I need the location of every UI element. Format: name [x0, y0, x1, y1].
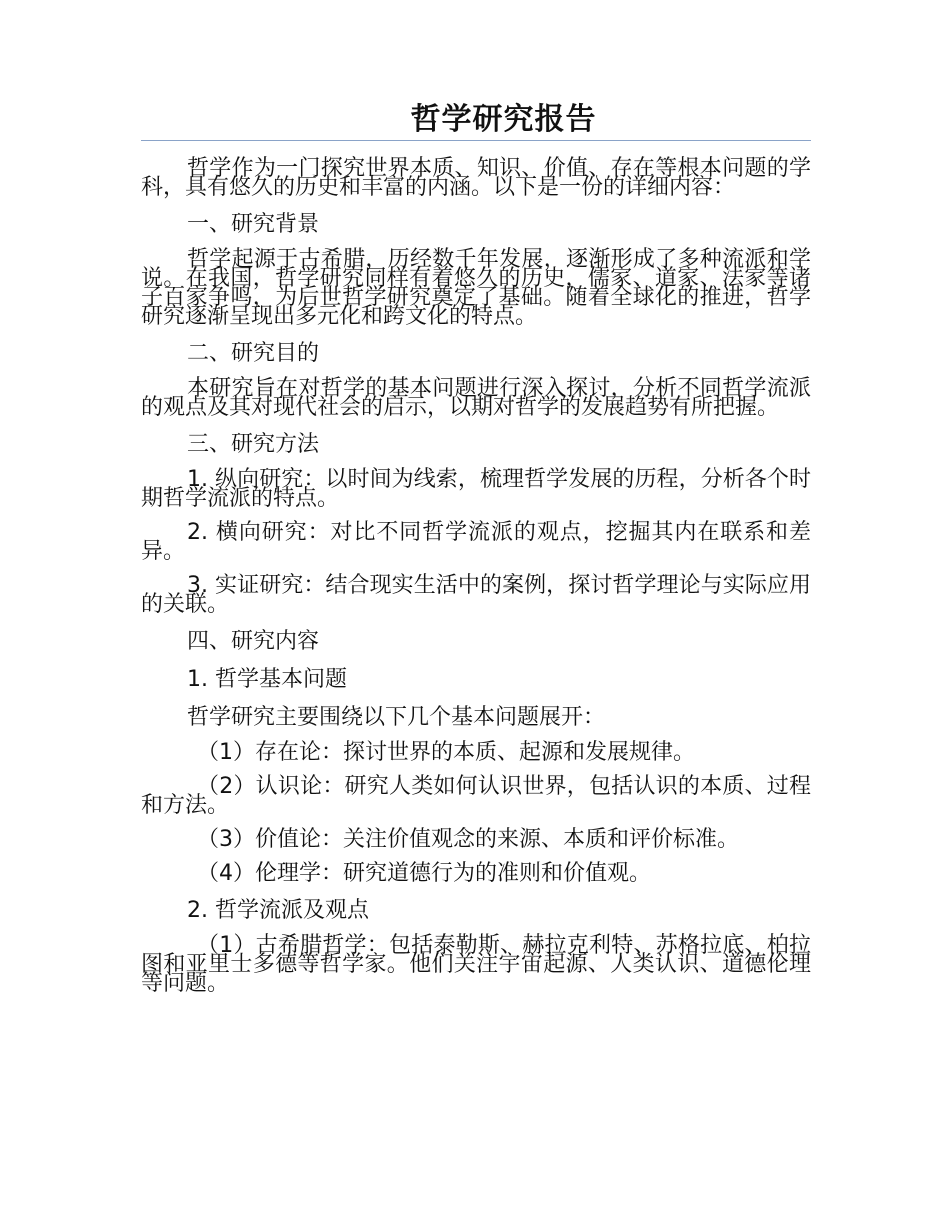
list-item-ontology: （1）存在论：探讨世界的本质、起源和发展规律。: [197, 740, 695, 765]
list-item-epistemology: （2）认识论：研究人类如何认识世界，包括认识的本质、过程和方法。: [141, 774, 811, 818]
section-heading-content: 四、研究内容: [187, 629, 320, 654]
section-heading-methods: 三、研究方法: [187, 432, 320, 457]
list-item-axiology: （3）价值论：关注价值观念的来源、本质和评价标准。: [197, 827, 739, 852]
method-item-horizontal: 2. 横向研究：对比不同哲学流派的观点，挖掘其内在联系和差异。: [141, 520, 811, 564]
method-item-empirical: 3. 实证研究：结合现实生活中的案例，探讨哲学理论与实际应用的关联。: [141, 573, 811, 617]
purpose-paragraph: 本研究旨在对哲学的基本问题进行深入探讨，分析不同哲学流派的观点及其对现代社会的启示，以期对哲学的发展趋势有所把握。: [141, 376, 811, 420]
background-paragraph: 哲学起源于古希腊，历经数千年发展，逐渐形成了多种流派和学说。在我国，哲学研究同样有着悠久的历史，儒家、道家、法家等诸子百家争鸣，为后世哲学研究奠定了基础。随着全球化的推进，哲学研究逐渐呈现出多元化和跨文化的特点。: [141, 247, 811, 329]
intro-paragraph: 哲学作为一门探究世界本质、知识、价值、存在等根本问题的学科，具有悠久的历史和丰富的内涵。以下是一份的详细内容：: [141, 156, 811, 200]
document-page: [141, 100, 811, 1008]
title-underline: [141, 140, 811, 141]
section-heading-background: 一、研究背景: [187, 212, 320, 237]
subsection-heading-schools: 2. 哲学流派及观点: [187, 898, 369, 923]
list-item-greek-philosophy: （1）古希腊哲学：包括泰勒斯、赫拉克利特、苏格拉底、柏拉图和亚里士多德等哲学家。他们关注宇宙起源、人类认识、道德伦理等问题。: [141, 933, 811, 996]
document-title: 哲学研究报告: [410, 102, 597, 137]
method-item-longitudinal: 1. 纵向研究：以时间为线索，梳理哲学发展的历程，分析各个时期哲学流派的特点。: [141, 467, 811, 511]
list-item-ethics: （4）伦理学：研究道德行为的准则和价值观。: [197, 861, 651, 886]
basic-questions-intro: 哲学研究主要围绕以下几个基本问题展开：: [187, 705, 606, 730]
section-heading-purpose: 二、研究目的: [187, 341, 320, 366]
subsection-heading-basic-questions: 1. 哲学基本问题: [187, 667, 347, 692]
